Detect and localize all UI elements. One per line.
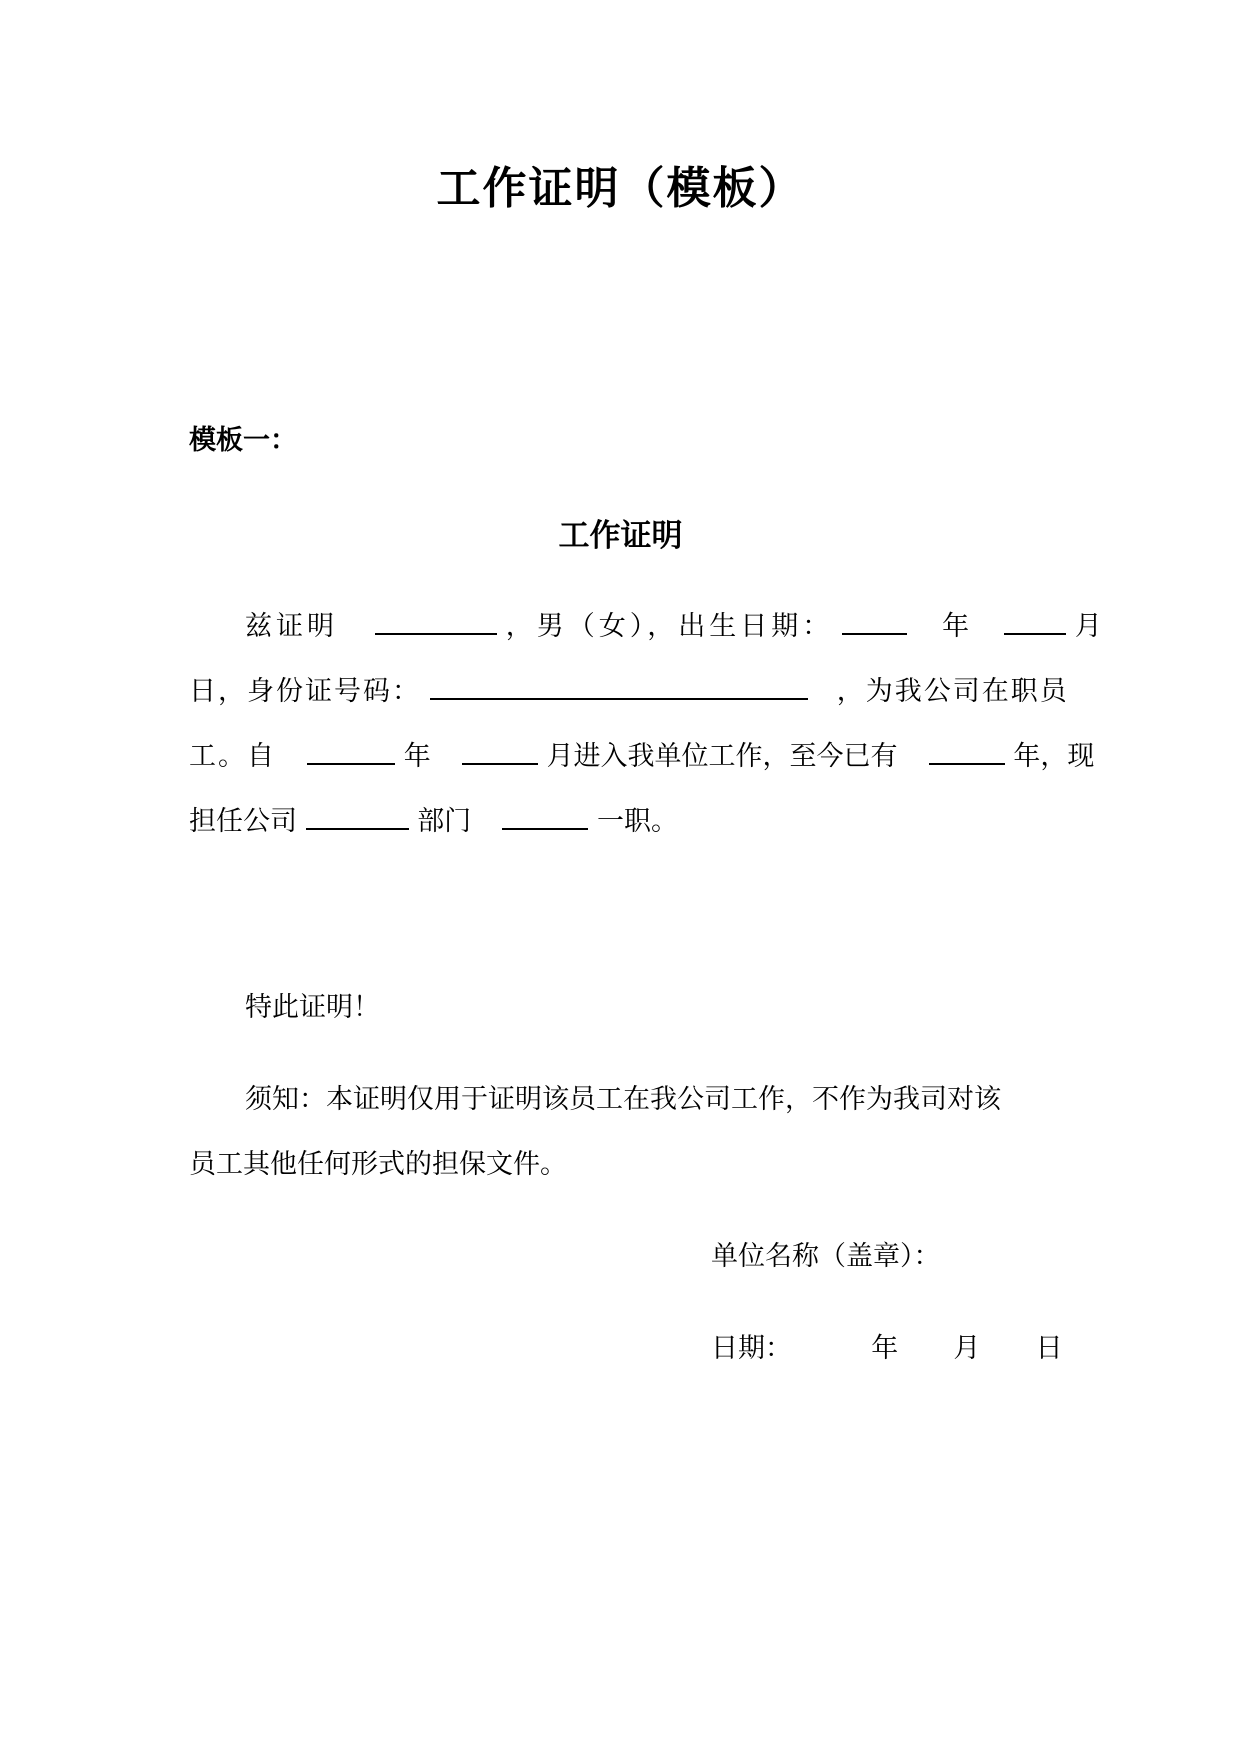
date-day-label: 日 (1035, 1333, 1063, 1364)
birth-year-blank[interactable] (842, 607, 907, 635)
name-blank[interactable] (375, 607, 497, 635)
join-month-blank[interactable] (462, 737, 538, 765)
date-year-label: 年 (871, 1333, 899, 1364)
start-text: 工。自 (189, 741, 276, 772)
post-blank[interactable] (502, 802, 588, 830)
position-text: 担任公司 (189, 806, 297, 837)
body-line-3 (189, 737, 1094, 774)
certificate-title: 工作证明 (558, 518, 683, 554)
issue-date (711, 1332, 1063, 1366)
document-title: 工作证明（模板） (436, 163, 805, 214)
birth-month-blank[interactable] (1004, 607, 1066, 635)
join-month-text: 月进入我单位工作，至今已有 (546, 741, 898, 772)
date-label: 日期： (711, 1333, 792, 1364)
status-text: ，为我公司在职员 (836, 676, 1069, 707)
post-text: 一职。 (596, 806, 678, 837)
join-year-blank[interactable] (307, 737, 395, 765)
birth-day-text: 日，身份证号码： (189, 676, 421, 707)
body-line-4 (189, 802, 678, 839)
birth-month-label: 月 (1074, 611, 1102, 642)
body-line-1 (245, 607, 1102, 644)
organization-seal-label: 单位名称（盖章）： (711, 1241, 941, 1272)
years-worked-text: 年，现 (1013, 741, 1095, 772)
id-number-blank[interactable] (430, 672, 808, 700)
department-label: 部门 (417, 806, 472, 837)
note-line-2: 员工其他任何形式的担保文件。 (189, 1149, 567, 1180)
gender-text: ，男（女），出生日期： (505, 611, 834, 642)
date-month-label: 月 (953, 1333, 981, 1364)
body-line-2 (189, 672, 1069, 709)
department-blank[interactable] (306, 802, 409, 830)
section-label: 模板一： (189, 425, 297, 456)
hereby-statement: 特此证明！ (245, 992, 380, 1023)
years-worked-blank[interactable] (929, 737, 1005, 765)
birth-year-label: 年 (942, 611, 970, 642)
note-line-1: 须知：本证明仅用于证明该员工在我公司工作，不作为我司对该 (245, 1084, 1001, 1115)
join-year-label: 年 (403, 741, 431, 772)
intro-text: 兹证明 (245, 611, 338, 642)
